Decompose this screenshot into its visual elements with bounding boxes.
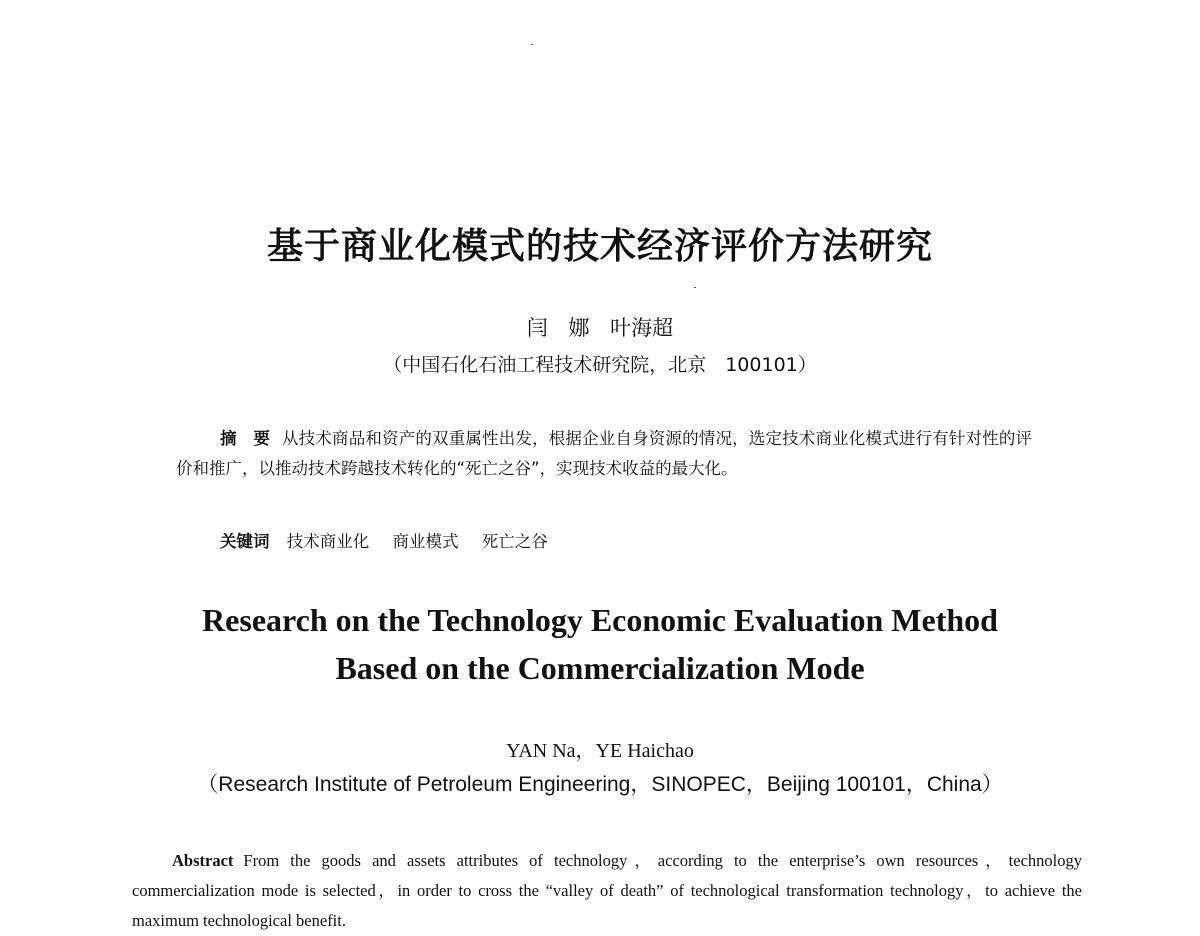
keyword-item: 死亡之谷 xyxy=(481,532,548,551)
abstract-en-text: From the goods and assets attributes of technology，according to the enterprise’s own resources，technology commercialization mode is selected，in order to cross the “valley of death” of technological transformation technology，to achieve the maximum technological benefit. xyxy=(132,851,1082,930)
abstract-cn xyxy=(176,424,1032,484)
abstract-cn-label: 摘 要 xyxy=(220,429,271,448)
affiliation-cn: （中国石化石油工程技术研究院，北京 100101） xyxy=(383,354,817,376)
abstract-en xyxy=(132,846,1082,936)
affiliation-en: （Research Institute of Petroleum Engineering，SINOPEC，Beijing 100101，China） xyxy=(197,773,1003,796)
paper-title-en xyxy=(0,596,1200,692)
scan-speck xyxy=(531,44,533,45)
paper-title-cn: 基于商业化模式的技术经济评价方法研究 xyxy=(266,225,933,267)
abstract-cn-text: 从技术商品和资产的双重属性出发，根据企业自身资源的情况，选定技术商业化模式进行有针对性的评价和推广，以推动技术跨越技术转化的“死亡之谷”，实现技术收益的最大化。 xyxy=(176,429,1033,478)
paper-title-en-line-1: Research on the Technology Economic Evaluation Method xyxy=(202,602,998,638)
authors-cn: 闫 娜 叶海超 xyxy=(526,316,674,340)
paper-title-en-line-2: Based on the Commercialization Mode xyxy=(335,650,865,686)
keywords-cn xyxy=(220,528,1032,552)
keyword-item: 技术商业化 xyxy=(286,532,370,551)
scan-speck xyxy=(694,287,696,288)
keyword-item: 商业模式 xyxy=(392,532,459,551)
abstract-en-label: Abstract xyxy=(172,851,234,870)
authors-en: YAN Na，YE Haichao xyxy=(506,740,694,762)
keywords-cn-label: 关键词 xyxy=(220,532,270,551)
